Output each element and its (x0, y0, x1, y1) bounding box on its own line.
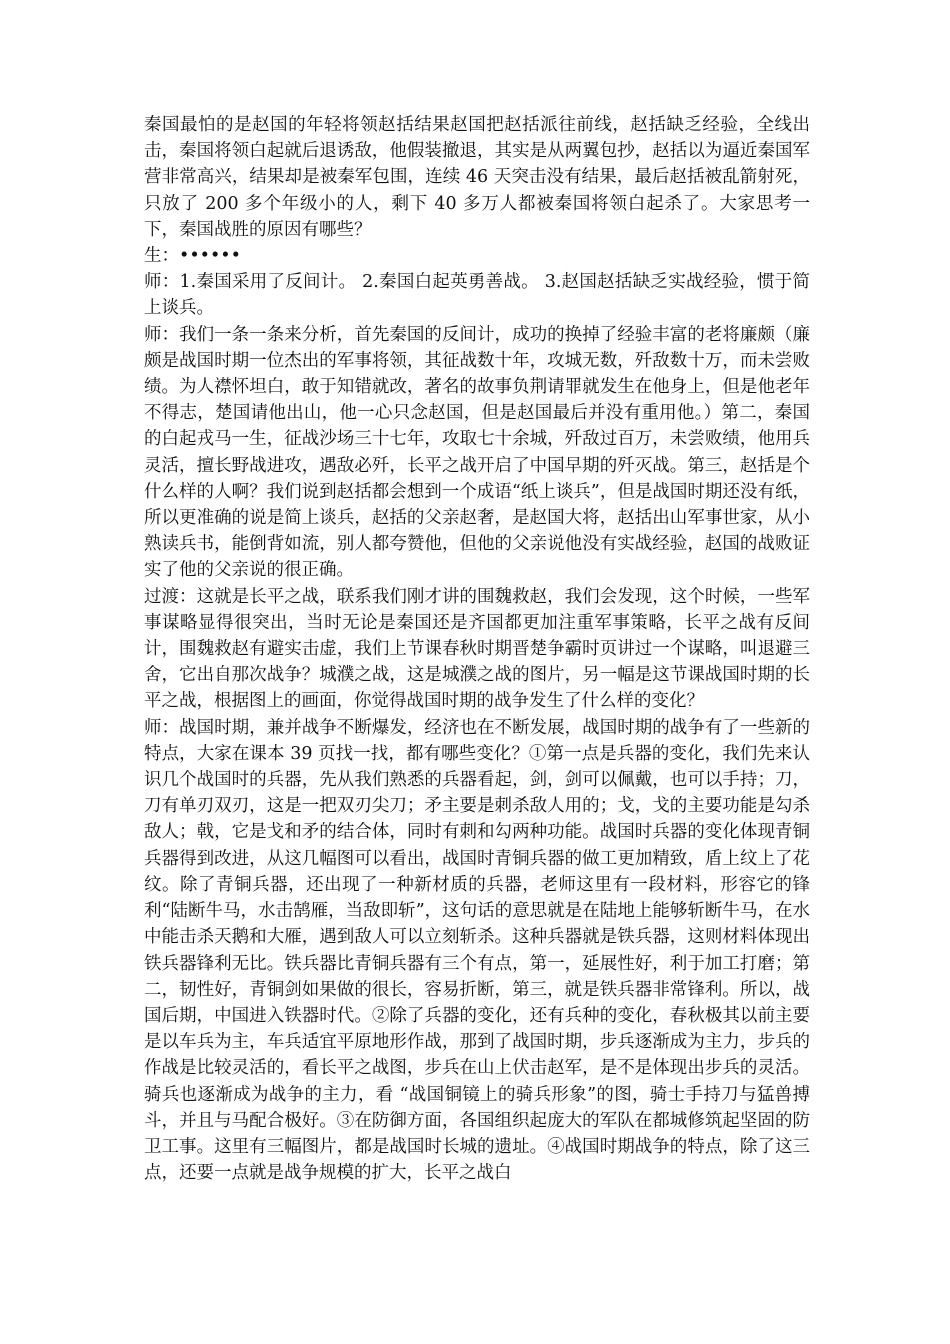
document-body (144, 112, 810, 1186)
paragraph-teacher-analysis: 师：我们一条一条来分析，首先秦国的反间计，成功的换掉了经验丰富的老将廉颇（廉颇是战国时期一位杰出的军事将领，其征战数十年，攻城无数，歼敌数十万，而未尝败绩。为人襟怀坦白，敢于知错就改，著名的故事负荆请罪就发生在他身上，但是他老年不得志，楚国请他出山，他一心只念赵国，但是赵国最后并没有重用他。）第二，秦国的白起戎马一生，征战沙场三十七年，攻取七十余城，歼敌过百万，未尝败绩，他用兵灵活，擅长野战进攻，遇敌必歼，长平之战开启了中国早期的歼灭战。第三，赵括是个什么样的人啊？我们说到赵括都会想到一个成语“纸上谈兵”，但是战国时期还没有纸，所以更准确的说是简上谈兵，赵括的父亲赵奢，是赵国大将，赵括出山军事世家，从小熟读兵书，能倒背如流，别人都夸赞他，但他的父亲说他没有实战经验，赵国的战败证实了他的父亲说的很正确。 (144, 324, 810, 581)
paragraph-teacher-summary: 师：1.秦国采用了反间计。 2.秦国白起英勇善战。 3.赵国赵括缺乏实战经验，惯于简上谈兵。 (144, 272, 810, 319)
paragraph-transition: 过渡：这就是长平之战，联系我们刚才讲的围魏救赵，我们会发现，这个时候，一些军事谋略显得很突出，当时无论是秦国还是齐国都更加注重军事策略，长平之战有反间计，围魏救赵有避实击虚，我们上节课春秋时期晋楚争霸时页讲过一个谋略，叫退避三舍，它出自那次战争？城濮之战，这是城濮之战的图片，另一幅是这节课战国时期的长平之战，根据图上的画面，你觉得战国时期的战争发生了什么样的变化？ (144, 586, 810, 712)
paragraph-warfare-changes: 师：战国时期，兼并战争不断爆发，经济也在不断发展，战国时期的战争有了一些新的特点，大家在课本 39 页找一找，都有哪些变化？①第一点是兵器的变化，我们先来认识几个战国时的兵器，先从我们熟悉的兵器看起，剑，剑可以佩戴，也可以手持；刀，刀有单刃双刃，这是一把双刃尖刀；矛主要是刺杀敌人用的；戈，戈的主要功能是勾杀敌人；戟，它是戈和矛的结合体，同时有刺和勾两种功能。战国时兵器的变化体现青铜兵器得到改进，从这几幅图可以看出，战国时青铜兵器的做工更加精致，盾上纹上了花纹。除了青铜兵器，还出现了一种新材质的兵器，老师这里有一段材料，形容它的锋利“陆断牛马，水击鹄雁，当敌即斩”，这句话的意思就是在陆地上能够斩断牛马，在水中能击杀天鹅和大雁，遇到敌人可以立刻斩杀。这种兵器就是铁兵器，这则材料体现出铁兵器锋利无比。铁兵器比青铜兵器有三个有点，第一，延展性好，利于加工打磨；第二，韧性好，青铜剑如果做的很长，容易折断，第三，就是铁兵器非常锋利。所以，战国后期，中国进入铁器时代。②除了兵器的变化，还有兵种的变化，春秋极其以前主要是以车兵为主，车兵适宜平原地形作战，那到了战国时期，步兵逐渐成为主力，步兵的作战是比较灵活的，看长平之战图，步兵在山上伏击赵军，是不是体现出步兵的灵活。骑兵也逐渐成为战争的主力，看 “战国铜镜上的骑兵形象”的图，骑士手持刀与猛兽搏斗，并且与马配合极好。③在防御方面，各国组织起庞大的军队在都城修筑起坚固的防卫工事。这里有三幅图片，都是战国时长城的遗址。④战国时期战争的特点，除了这三点，还要一点就是战争规模的扩大，长平之战白 (144, 717, 810, 1184)
paragraph-student-answer: 生：•••••• (144, 246, 241, 267)
paragraph-battle-narrative: 秦国最怕的是赵国的年轻将领赵括结果赵国把赵括派往前线，赵括缺乏经验，全线出击，秦国将领白起就后退诱敌，他假装撤退，其实是从两翼包抄，赵括以为逼近秦国军营非常高兴，结果却是被秦军包围，连续 46 天突击没有结果，最后赵括被乱箭射死，只放了 200 多个年级小的人，剩下 40 多万人都被秦国将领白起杀了。大家思考一下，秦国战胜的原因有哪些？ (144, 115, 810, 240)
